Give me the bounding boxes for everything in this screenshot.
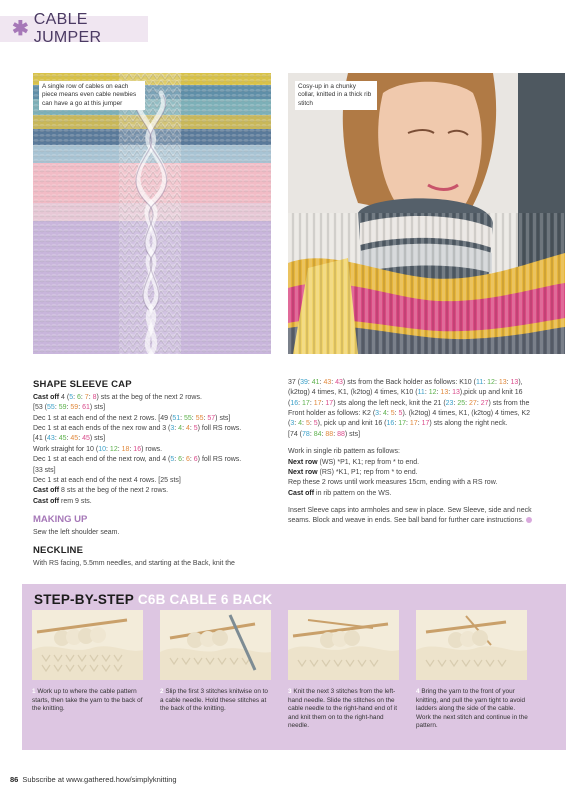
- pattern-line: Dec 1 st at each end of the next row, and 4 (5: 6: 6: 6) foll RS rows.: [33, 456, 242, 464]
- subscribe-link[interactable]: Subscribe at www.gathered.how/simplyknitting: [22, 775, 177, 784]
- pattern-line: Next row (WS) *P1, K1; rep from * to end.: [288, 458, 420, 466]
- pattern-line: Rep these 2 rows until work measures 15cm, ending with a RS row.: [288, 479, 498, 487]
- end-dot-icon: [526, 517, 532, 523]
- photo-caption: Cosy-up in a chunky collar, knitted in a thick rib stitch: [295, 81, 377, 110]
- photo-caption: A single row of cables on each piece means even cable newbies can have a go at this jumper: [39, 81, 145, 110]
- step-2-text: 2 Slip the first 3 stitches knitwise on to a cable needle. Hold these stitches at the back of the knitting.: [160, 688, 268, 713]
- pattern-line: Dec 1 st at each end of the next 2 rows. [49 (51: 55: 55: 57) sts]: [33, 414, 231, 422]
- pattern-line: [33 sts]: [33, 466, 56, 474]
- pattern-line: Next row (RS) *K1, P1; rep from * to end.: [288, 468, 418, 476]
- making-up-text: Sew the left shoulder seam.: [33, 529, 120, 537]
- pattern-line: Cast off 8 sts at the beg of the next 2 rows.: [33, 487, 169, 495]
- neckline-heading: NECKLINE: [33, 545, 84, 557]
- page-title: CABLE JUMPER: [33, 11, 102, 46]
- page-footer: [10, 775, 177, 784]
- step-by-step-panel: [22, 584, 566, 750]
- cable-fabric-photo: [33, 73, 271, 354]
- pattern-left-column: [33, 378, 273, 570]
- neckline-continued-text: 37 (39: 41: 43: 43) sts from the Back holder as follows: K10 (11: 12: 13: 13), (k2tog) 4 times, K1, (k2tog) 4 times, K10 (11: 12: 13: 13),pick up and knit 16 (16: 17: 17: 17) sts along the left neck, knit the 21 (23: 25: 27: 27) sts from the Front holder as follows: K2 (3: 4: 5: 5). (k2tog) 4 times, K1, (k2tog) 4 times, K2 (3: 4: 5: 5), pick up and knit 16 (16: 17: 17: 17) sts along the right neck. [74 (78: 84: 88: 88) sts]: [288, 379, 531, 438]
- step-by-step-title: STEP-BY-STEP C6B CABLE 6 BACK: [34, 592, 273, 607]
- page-number: 86: [10, 775, 19, 784]
- neckline-text: With RS facing, 5.5mm needles, and starting at the Back, knit the: [33, 560, 235, 568]
- pattern-line: Cast off 4 (5: 6: 7: 8) sts at the beg of the next 2 rows.: [33, 394, 202, 402]
- pattern-line: Cast off rem 9 sts.: [33, 497, 92, 505]
- finishing-text: Insert Sleeve caps into armholes and sew in place. Sew Sleeve, side and neck seams. Block and weave in ends. See ball band for further care instructions.: [288, 506, 532, 525]
- pattern-right-column: [288, 378, 536, 527]
- asterisk-icon: ✱: [12, 18, 29, 40]
- pattern-line: [53 (55: 59: 59: 61) sts]: [33, 404, 106, 412]
- pattern-line: Cast off in rib pattern on the WS.: [288, 489, 392, 497]
- step-4-photo: [416, 610, 527, 680]
- making-up-heading: MAKING UP: [33, 514, 88, 525]
- step-3-photo: [288, 610, 399, 680]
- model-photo: [288, 73, 565, 354]
- section-header: [0, 11, 148, 46]
- pattern-line: Dec 1 st at each end of the next 4 rows. [25 sts]: [33, 476, 181, 484]
- step-3-text: 3 Knit the next 3 stitches from the left-hand needle. Slide the stitches on the cable needle to the right-hand end of it and knit them on to the right-hand needle.: [288, 688, 398, 730]
- shape-sleeve-cap-heading: SHAPE SLEEVE CAP: [33, 379, 132, 390]
- pattern-line: Dec 1 st at each ends of the nex row and 3 (3: 4: 4: 5) foll RS rows.: [33, 425, 242, 433]
- step-2-photo: [160, 610, 271, 680]
- pattern-line: [41 (43: 45: 45: 45) sts]: [33, 435, 106, 443]
- step-1-text: 1 Work up to where the cable pattern starts, then take the yarn to the back of the knitting.: [32, 688, 143, 713]
- rib-intro-text: Work in single rib pattern as follows:: [288, 448, 400, 456]
- step-4-text: 4 Bring the yarn to the front of your knitting, and pull the yarn tight to avoid ladders along the side of the cable. Work the next stitch and continue in the pattern.: [416, 688, 528, 730]
- step-1-photo: [32, 610, 143, 680]
- pattern-line: Work straight for 10 (10: 12: 18: 16) rows.: [33, 445, 163, 453]
